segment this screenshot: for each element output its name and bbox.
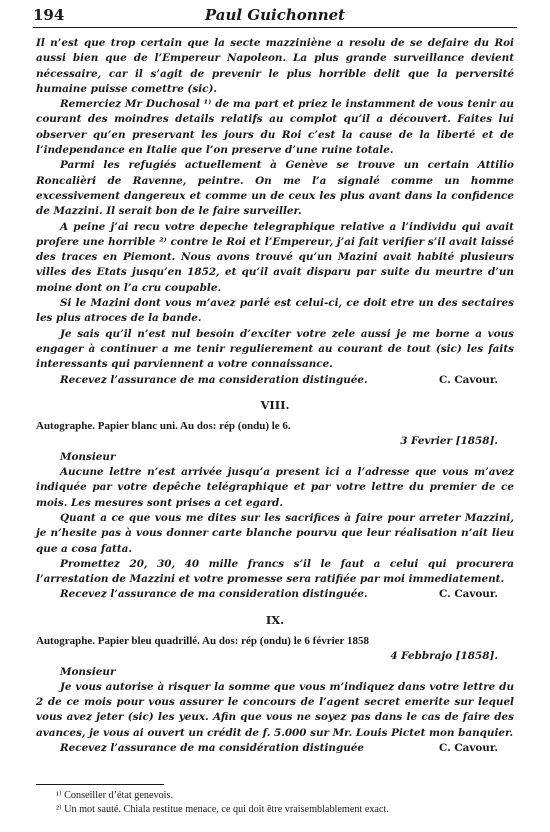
document-description: Autographe. Papier blanc uni. Au dos: rép (ondu) le 6. (36, 420, 291, 433)
paragraph: Je sais qu’il n’est nul besoin d’exciter votre zele aussi je me borne a vous engager à continuer a me tenir regulierement au courant de tout (sic) les faits interessants qui parviennent a votre connaissance. (36, 327, 514, 371)
paragraph: Si le Mazini dont vous m’avez parlé est celui-ci, ce doit etre un des sectaires les plus atroces de la bande. (36, 297, 514, 325)
footnote-rule (36, 784, 164, 785)
paragraph: Aucune lettre n’est arrivée jusqu’a present ici a l’adresse que vous m’avez indiquée par votre depêche telégraphique et par votre lettre du premier de ce mois. Les mesures sont prises a cet egard. (36, 466, 514, 509)
paragraph: Parmi les refugiés actuellement à Genève se trouve un certain Attilio Roncalièri de Ravenne, peintre. On me l’a signalé comme un homme excessivement dangereux et comme un de ceux les plus avant dans la confidence de Mazzini. Il serait bon de le faire surveiller. (36, 159, 514, 218)
signature: C. Cavour. (439, 373, 498, 386)
letter-signoff (36, 741, 514, 756)
document-description: Autographe. Papier bleu quadrillé. Au dos: rép (ondu) le 6 février 1858 (36, 634, 369, 647)
paragraph: Il n’est que trop certain que la secte mazziniène a resolu de se defaire du Roi aussi bien que de l’Empereur Napoleon. La plus grande surveillance devient nécessaire, car il s’agit de prevenir le plus horrible delit que la perversité humaine puisse comettre (sic). (36, 37, 514, 95)
letter-viii (36, 398, 514, 603)
footnote: ¹⁾ Conseiller d’état genevois. (56, 790, 174, 801)
salutation: Monsieur (60, 665, 116, 678)
paragraph: Promettez 20, 30, 40 mille francs s’il le faut a celui qui procurera l’arrestation de Mazzini et votre promesse sera ratifiée par moi immediatement. (36, 557, 514, 586)
letter-date: 3 Fevrier [1858]. (400, 435, 498, 448)
signature: C. Cavour. (439, 742, 498, 755)
letter-number: VIII. (260, 397, 290, 412)
closing-line: Recevez l’assurance de ma considération distinguée (60, 742, 365, 755)
header-rule (33, 27, 517, 28)
paragraph: Remerciez Mr Duchosal ¹⁾ de ma part et priez le instamment de vous tenir au courant des moindres details relatifs au complot qu’il a découvert. Faites lui observer qu’en preservant les jours du Roi c’est la cause de la liberté et de l’independance en Italie que l’on preserve d’une ruine totale. (36, 98, 514, 157)
paragraph: Quant a ce que vous me dites sur les sacrifices à faire pour arreter Mazzini, je n’hesite pas à vous donner carte blanche pourvu que leur réalisation n’ait lieu que a cosa fatta. (36, 511, 514, 555)
page-number: 194 (33, 6, 65, 24)
footnote: ²⁾ Un mot sauté. Chiala restitue menace, ce qui doit être vraisemblablement exact. (56, 804, 389, 815)
letter-number: IX. (265, 612, 285, 627)
closing-line: Recevez l’assurance de ma consideration distinguée. (60, 373, 368, 386)
footnotes (36, 789, 514, 817)
page-body (36, 36, 514, 756)
signature: C. Cavour. (439, 588, 498, 601)
letter-signoff (36, 373, 514, 388)
salutation: Monsieur (60, 450, 116, 463)
letter-signoff (36, 587, 514, 602)
page-header (33, 6, 517, 28)
paragraph: Je vous autorise à risquer la somme que vous m’indiquez dans votre lettre du 2 de ce mois pour vous assurer le concours de l’agent secret emerite sur lequel vous avez jeter (sic) les yeux. Afin que vous ne soyez pas dans le cas de faire des avances, je vous ai ouvert un crédit de f. 5.000 sur Mr. Louis Pictet mon banquier. (36, 680, 514, 739)
running-head: Paul Guichonnet (204, 6, 346, 24)
letter-date: 4 Febbrajo [1858]. (390, 650, 498, 663)
letter-ix (36, 613, 514, 757)
letter-continuation (36, 36, 514, 388)
closing-line: Recevez l’assurance de ma consideration distinguée. (60, 588, 368, 601)
paragraph: A peine j’ai recu votre depeche telegraphique relative a l’individu qui avait profere une horrible ²⁾ contre le Roi et l’Empereur, j’ai fait verifier s’il avait laissé des traces en Piemont. Nous avons trouvé qu’un Mazini avait habité plusieurs villes des Etats jusqu’en 1852, et qu’il avait disparu par suite du meurtre d’un moine dont on l’a cru coupable. (36, 220, 514, 294)
